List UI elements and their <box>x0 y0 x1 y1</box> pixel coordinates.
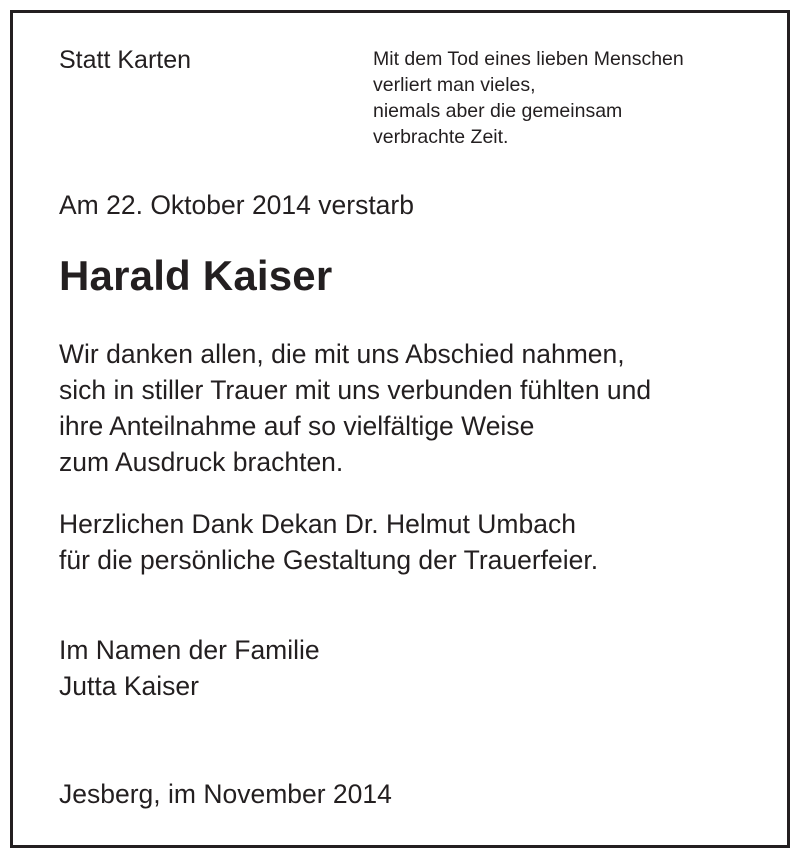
signature-line: Im Namen der Familie <box>59 635 320 665</box>
special-thanks-line: Herzlichen Dank Dekan Dr. Helmut Umbach <box>59 509 576 539</box>
place-and-date: Jesberg, im November 2014 <box>59 779 392 809</box>
motto-line: verliert man vieles, <box>373 74 536 96</box>
motto-line: niemals aber die gemeinsam <box>373 100 623 122</box>
deceased-name: Harald Kaiser <box>59 252 333 299</box>
special-thanks-paragraph <box>59 506 598 578</box>
thanks-paragraph <box>59 336 651 480</box>
thanks-line: sich in stiller Trauer mit uns verbunden fühlten und <box>59 375 652 405</box>
thanks-line: Wir danken allen, die mit uns Abschied nahmen, <box>59 339 625 369</box>
thanks-line: ihre Anteilnahme auf so vielfältige Weise <box>59 411 535 441</box>
signature-line: Jutta Kaiser <box>59 671 199 701</box>
signature-block <box>59 632 320 704</box>
death-date-intro: Am 22. Oktober 2014 verstarb <box>59 190 414 220</box>
motto-line: Mit dem Tod eines lieben Menschen <box>373 48 684 70</box>
special-thanks-line: für die persönliche Gestaltung der Trauerfeier. <box>59 545 599 575</box>
motto-quote <box>373 46 684 150</box>
motto-line: verbrachte Zeit. <box>373 126 509 148</box>
statt-karten-label: Statt Karten <box>59 46 192 74</box>
thanks-line: zum Ausdruck brachten. <box>59 447 344 477</box>
